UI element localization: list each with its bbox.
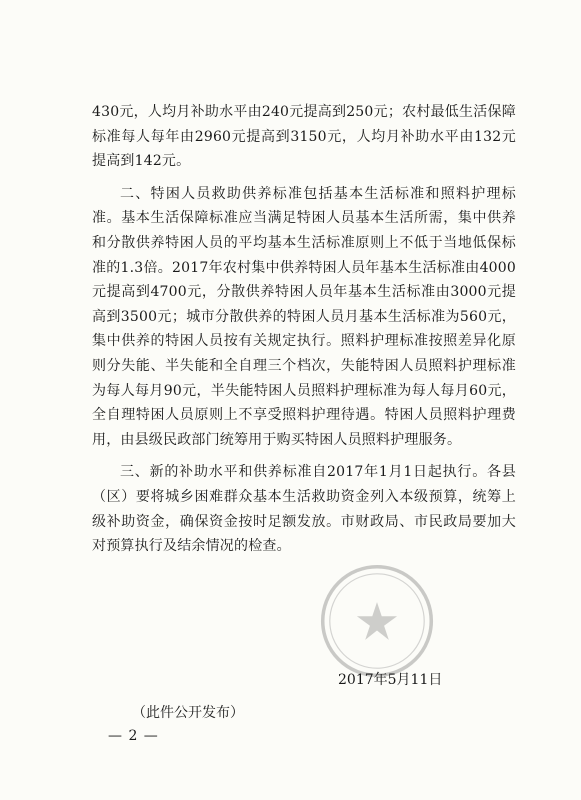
paragraph-section-3: 三、新的补助水平和供养标准自2017年1月1日起执行。各县（区）要将城乡困难群众基本生活救助资金列入本级预算，统筹上级补助资金，确保资金按时足额发放。市财政局、市民政局要加大对预算执行及结余情况的检查。 [92,464,516,555]
paragraph-continuation: 430元，人均月补助水平由240元提高到250元；农村最低生活保障标准每人每年由2960元提高到3150元，人均月补助水平由132元提高到142元。 [92,104,516,170]
official-seal-icon [318,562,436,680]
issue-date: 2017年5月11日 [338,672,443,688]
public-release-note: （此件公开发布） [132,705,244,721]
page-number: — 2 — [108,728,159,744]
document-body [92,100,516,559]
paragraph-section-2: 二、特困人员救助供养标准包括基本生活标准和照料护理标准。基本生活保障标准应当满足特困人员基本生活所需，集中供养和分散供养特困人员的平均基本生活标准原则上不低于当地低保标准的1.3倍。2017年农村集中供养特困人员年基本生活标准由4000元提高到4700元，分散供养特困人员年基本生活标准由3000元提高到3500元；城市分散供养的特困人员月基本生活标准为560元，集中供养的特困人员按有关规定执行。照料护理标准按照差异化原则分失能、半失能和全自理三个档次，失能特困人员照料护理标准为每人每月90元，半失能特困人员照料护理标准为每人每月60元，全自理特困人员原则上不享受照料护理待遇。特困人员照料护理费用，由县级民政部门统筹用于购买特困人员照料护理服务。 [92,185,516,448]
